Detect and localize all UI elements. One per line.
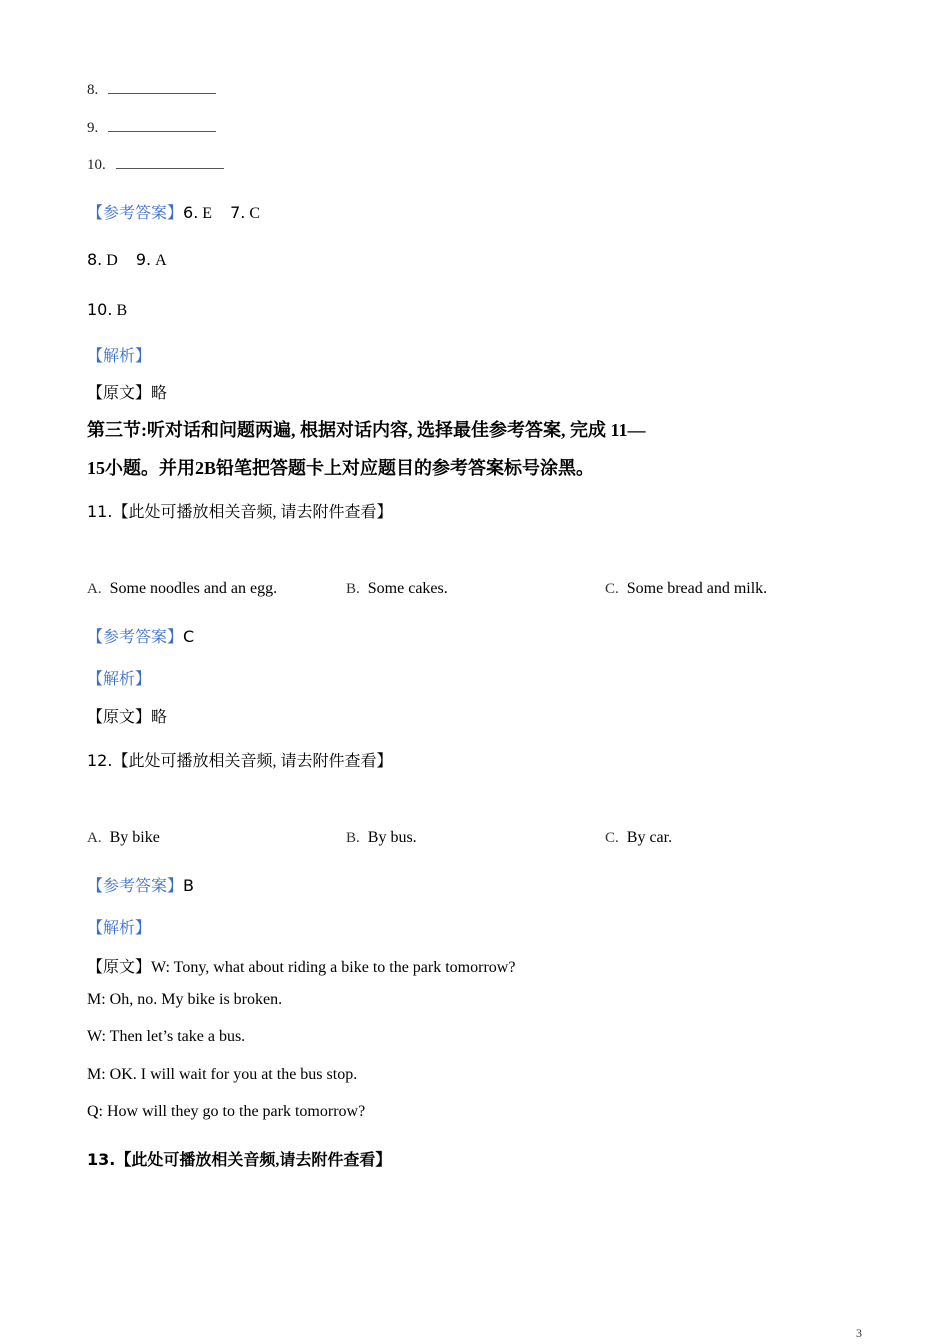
- q12-option-b[interactable]: [346, 829, 417, 847]
- question-number: 12.: [87, 751, 113, 770]
- answer-line-8-9: [87, 250, 167, 270]
- transcript-text: W: Tony, what about riding a bike to the park tomorrow?: [151, 959, 516, 976]
- omitted-text: 略: [151, 709, 168, 726]
- option-letter: A.: [87, 830, 102, 846]
- analysis-tag: 【解析】: [87, 671, 152, 688]
- answer-value: B: [183, 876, 194, 895]
- reference-answer-tag: 【参考答案】: [87, 629, 184, 646]
- transcript-line-5: Q: How will they go to the park tomorrow?: [87, 1103, 366, 1120]
- blank-item-10: [87, 157, 224, 174]
- q11-option-b[interactable]: [346, 580, 448, 598]
- question-number: 11.: [87, 502, 113, 521]
- transcript-line-3: W: Then let’s take a bus.: [87, 1028, 246, 1045]
- answer-number: 7.: [230, 203, 246, 222]
- question-11: [87, 499, 392, 522]
- blank-item-8: [87, 82, 216, 99]
- q12-option-a[interactable]: [87, 829, 160, 847]
- original-tag: 【原文】: [87, 385, 152, 402]
- answer-number: 6.: [183, 203, 199, 222]
- q12-answer: [87, 873, 194, 896]
- q11-answer: [87, 624, 194, 647]
- q11-option-a[interactable]: [87, 580, 277, 598]
- option-letter: C.: [605, 830, 619, 846]
- answer-line-10: [87, 300, 127, 320]
- answer-blank-line: [116, 158, 224, 169]
- question-12: [87, 748, 392, 771]
- q12-option-c[interactable]: [605, 829, 672, 847]
- section-heading-line-1: 第三节:听对话和问题两遍, 根据对话内容, 选择最佳参考答案, 完成 11—: [87, 420, 646, 440]
- reference-answer-tag: 【参考答案】: [87, 878, 184, 895]
- option-text: Some bread and milk.: [626, 580, 768, 597]
- question-number: 13.: [87, 1150, 116, 1169]
- page-number: 3: [856, 1326, 862, 1340]
- option-text: Some cakes.: [367, 580, 448, 597]
- answer-value: C: [249, 205, 260, 222]
- original-tag: 【原文】: [87, 709, 152, 726]
- option-letter: B.: [346, 581, 360, 597]
- answer-number: 8.: [87, 250, 103, 269]
- option-letter: C.: [605, 581, 619, 597]
- answer-line-6-7: [87, 200, 260, 223]
- original-tag: 【原文】: [87, 959, 152, 976]
- answer-value: B: [116, 302, 128, 319]
- answer-blank-line: [108, 121, 216, 132]
- q11-option-c[interactable]: [605, 580, 767, 598]
- analysis-tag: 【解析】: [87, 348, 152, 365]
- original-text-line: [87, 380, 167, 403]
- transcript-line-1: [87, 954, 515, 977]
- blank-label: 9.: [87, 120, 99, 136]
- answer-value: A: [155, 252, 167, 269]
- blank-item-9: [87, 120, 216, 137]
- audio-prompt[interactable]: 【此处可播放相关音频, 请去附件查看】: [112, 504, 393, 521]
- answer-value: C: [183, 627, 195, 646]
- audio-prompt[interactable]: 【此处可播放相关音频, 请去附件查看】: [112, 753, 393, 770]
- answer-number: 9.: [135, 250, 152, 269]
- option-text: By car.: [626, 829, 673, 846]
- blank-label: 8.: [87, 82, 99, 98]
- audio-prompt[interactable]: 【此处可播放相关音频,请去附件查看】: [115, 1152, 392, 1169]
- option-text: Some noodles and an egg.: [109, 580, 278, 597]
- option-text: By bus.: [367, 829, 417, 846]
- option-letter: B.: [346, 830, 360, 846]
- reference-answer-tag: 【参考答案】: [87, 205, 184, 222]
- original-text-line: [87, 704, 167, 727]
- answer-number: 10.: [87, 300, 113, 319]
- option-letter: A.: [87, 581, 102, 597]
- transcript-line-4: M: OK. I will wait for you at the bus stop.: [87, 1066, 358, 1083]
- question-13: [87, 1147, 391, 1170]
- omitted-text: 略: [151, 385, 168, 402]
- answer-blank-line: [108, 83, 216, 94]
- transcript-line-2: M: Oh, no. My bike is broken.: [87, 991, 283, 1008]
- answer-value: E: [202, 205, 213, 222]
- option-text: By bike: [109, 829, 160, 846]
- section-heading-line-2: 15小题。并用2B铅笔把答题卡上对应题目的参考答案标号涂黑。: [87, 458, 595, 478]
- analysis-tag: 【解析】: [87, 920, 152, 937]
- blank-label: 10.: [87, 157, 106, 173]
- answer-value: D: [106, 252, 118, 269]
